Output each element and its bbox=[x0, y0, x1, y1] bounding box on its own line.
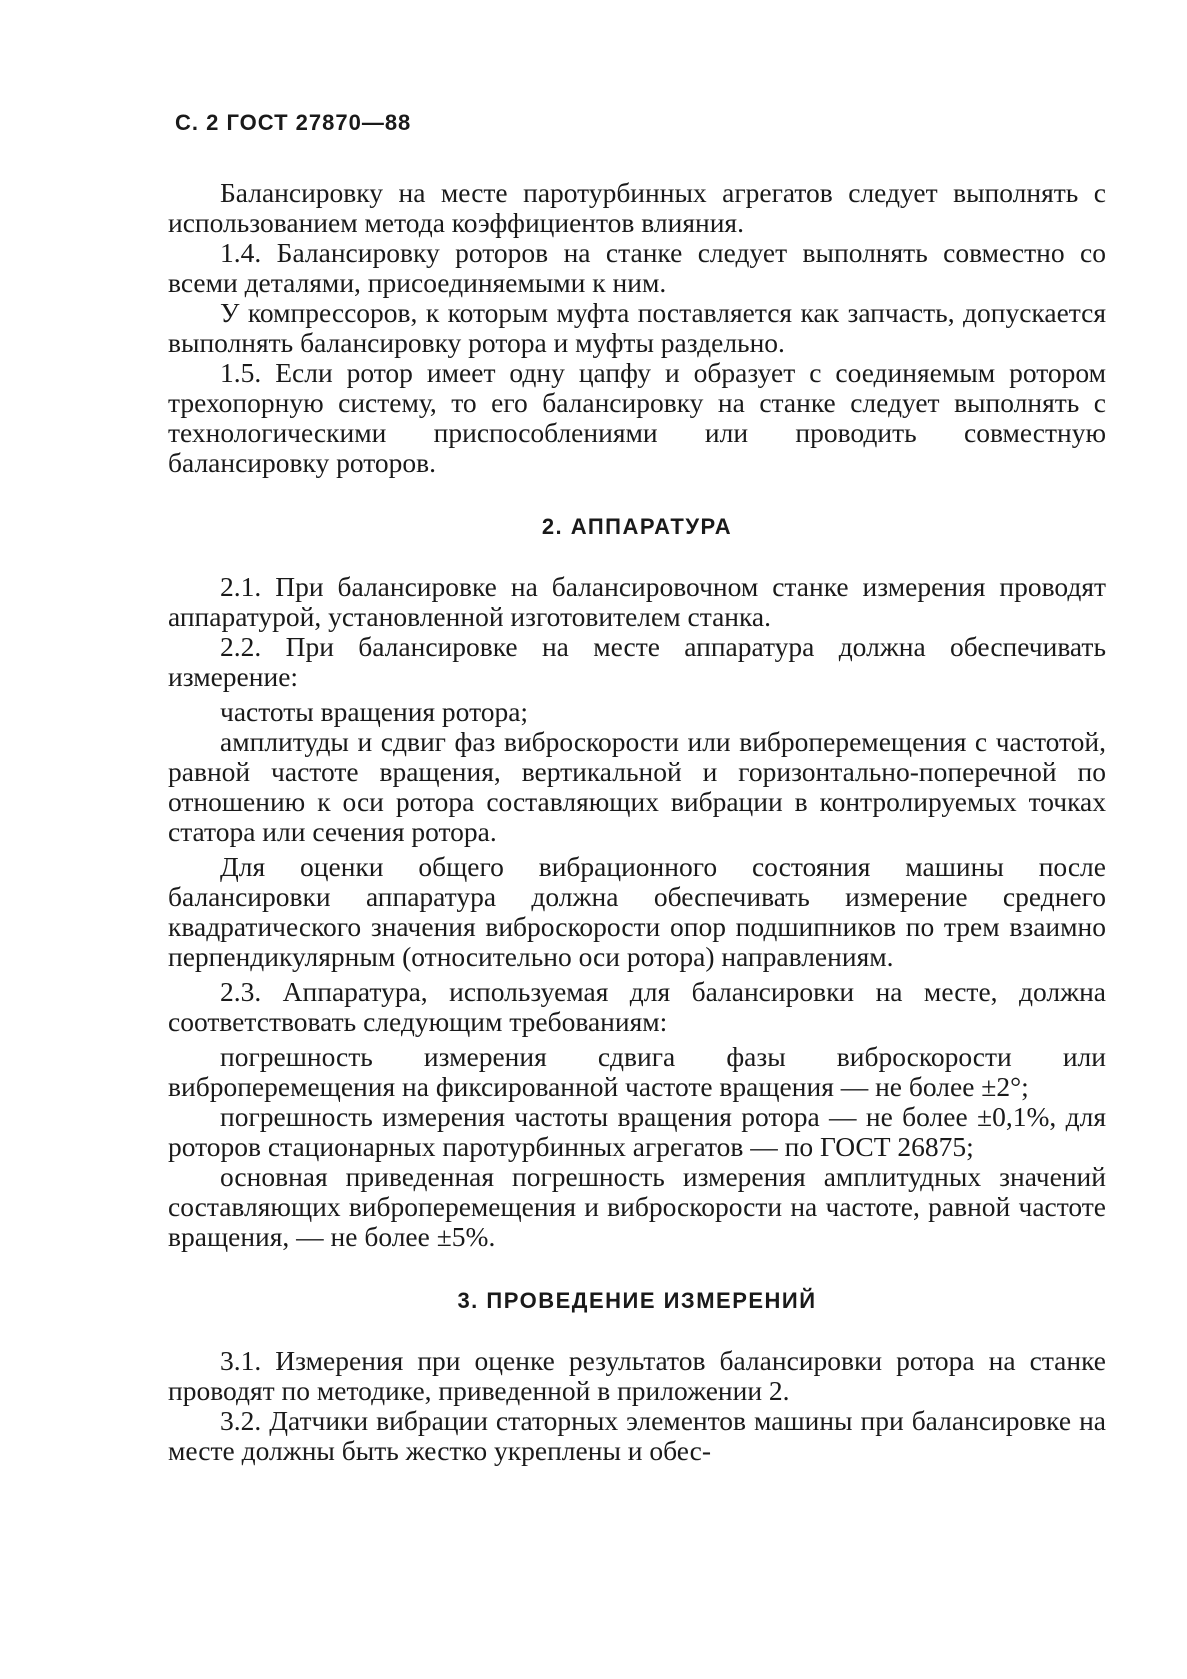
list-item: основная приведенная погрешность измерения амплитудных значений составляющих виброперемещения и виброскорости на частоте, равной частоте вращения, — не более ±5%. bbox=[168, 1161, 1106, 1252]
list-item: погрешность измерения частоты вращения ротора — не более ±0,1%, для роторов стационарных паротурбинных агрегатов — по ГОСТ 26875; bbox=[168, 1101, 1106, 1162]
paragraph: 2.1. При балансировке на балансировочном станке измерения проводят аппаратурой, установленной изготовителем станка. bbox=[168, 571, 1106, 632]
paragraph: Для оценки общего вибрационного состояния машины после балансировки аппаратура должна обеспечивать измерение среднего квадратического значения виброскорости опор подшипников по трем взаимно перпендикулярным (относительно оси ротора) направлениям. bbox=[168, 851, 1106, 972]
section-heading: 3. ПРОВЕДЕНИЕ ИЗМЕРЕНИЙ bbox=[457, 1288, 817, 1313]
page-header: С. 2 ГОСТ 27870—88 bbox=[175, 110, 412, 135]
paragraph: 2.3. Аппаратура, используемая для балансировки на месте, должна соответствовать следующим требованиям: bbox=[168, 976, 1106, 1037]
paragraph: У компрессоров, к которым муфта поставляется как запчасть, допускается выполнять балансировку ротора и муфты раздельно. bbox=[168, 297, 1106, 358]
section-heading: 2. АППАРАТУРА bbox=[541, 514, 733, 539]
list-item: амплитуды и сдвиг фаз виброскорости или виброперемещения с частотой, равной частоте вращения, вертикальной и горизонтально-поперечной по отношению к оси ротора составляющих вибрации в контролируемых точках статора или сечения ротора. bbox=[168, 726, 1106, 847]
paragraph: 3.1. Измерения при оценке результатов балансировки ротора на станке проводят по методике, приведенной в приложении 2. bbox=[168, 1345, 1106, 1406]
paragraph: 2.2. При балансировке на месте аппаратура должна обеспечивать измерение: bbox=[168, 631, 1106, 692]
paragraph: 1.4. Балансировку роторов на станке следует выполнять совместно со всеми деталями, присоединяемыми к ним. bbox=[168, 237, 1106, 298]
paragraph: 1.5. Если ротор имеет одну цапфу и образует с соединяемым ротором трехопорную систему, то его балансировку на станке следует выполнять с технологическими приспособлениями или проводить совместную балансировку роторов. bbox=[168, 357, 1106, 478]
paragraph: 3.2. Датчики вибрации статорных элементов машины при балансировке на месте должны быть жестко укреплены и обес- bbox=[168, 1405, 1106, 1466]
list-item: частоты вращения ротора; bbox=[220, 696, 529, 727]
paragraph: Балансировку на месте паротурбинных агрегатов следует выполнять с использованием метода коэффициентов влияния. bbox=[168, 177, 1106, 238]
list-item: погрешность измерения сдвига фазы виброскорости или виброперемещения на фиксированной частоте вращения — не более ±2°; bbox=[168, 1041, 1106, 1102]
document-body bbox=[168, 178, 1106, 1466]
